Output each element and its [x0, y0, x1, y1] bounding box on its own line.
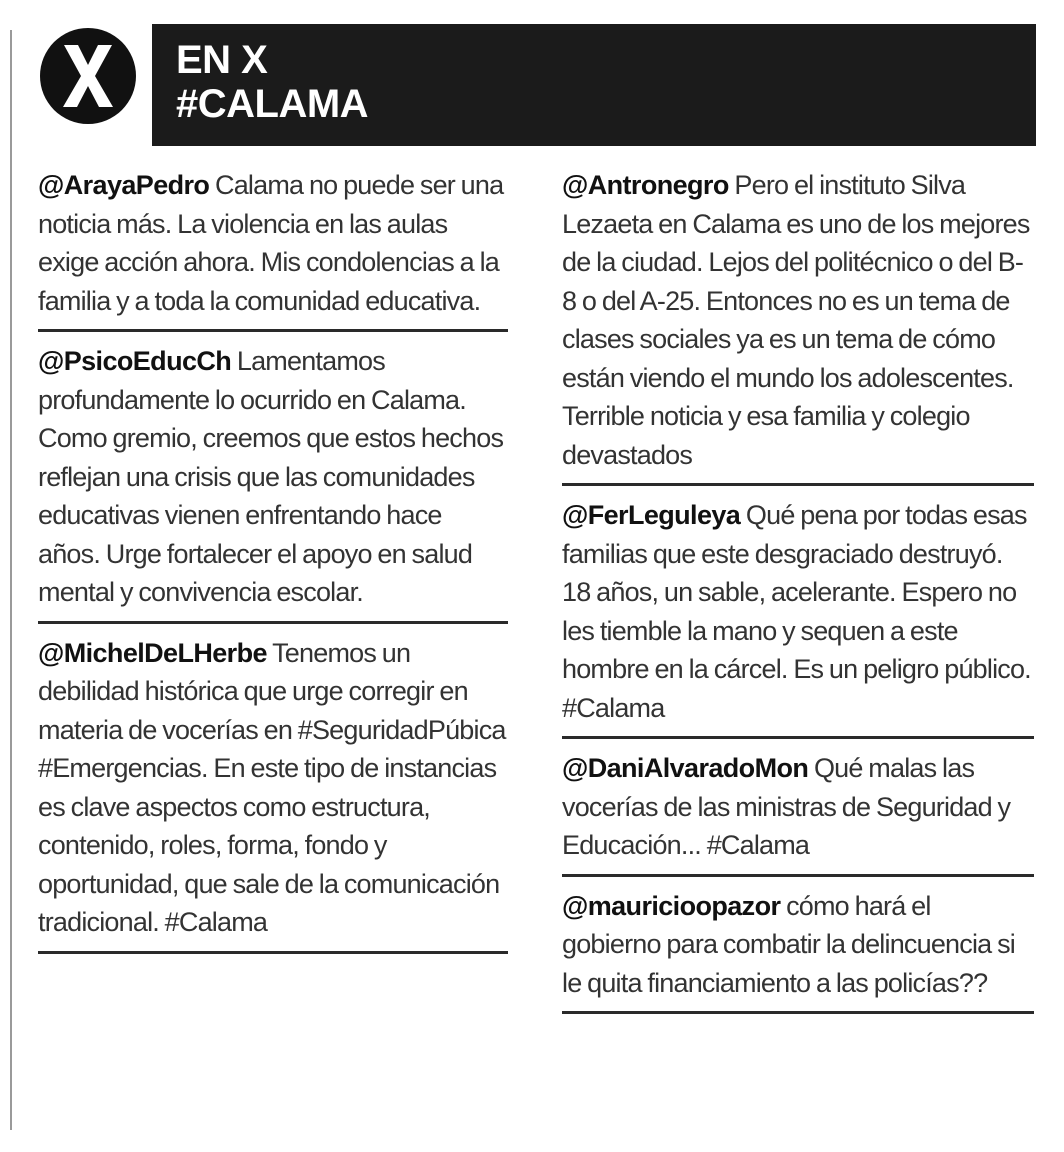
post-handle: @FerLeguleya	[562, 500, 741, 530]
header-title-line1: EN X	[176, 38, 268, 82]
margin-rule	[10, 30, 12, 1130]
post-handle: @Antronegro	[562, 170, 729, 200]
post-item	[38, 342, 508, 624]
section-header	[152, 24, 1036, 146]
post-item	[562, 496, 1034, 739]
post-text: cómo hará el gobierno para combatir la delincuencia si le quita financiamiento a las policías??	[562, 890, 1015, 998]
right-column	[562, 166, 1034, 1024]
post-item	[38, 634, 508, 954]
post-item	[562, 749, 1034, 877]
post-text: Qué malas las vocerías de las ministras de Seguridad y Educación... #Calama	[562, 753, 1011, 860]
x-logo	[40, 28, 136, 124]
left-column	[38, 166, 508, 964]
post-text: Tenemos un debilidad histórica que urge corregir en materia de vocerías en #SeguridadPúbica #Emergencias. En este tipo de instancias es clave aspectos como estructura, contenido, roles, forma, fondo y oportunidad, que sale de la comunicación tradicional. #Calama	[38, 637, 506, 937]
x-logo-icon	[58, 43, 118, 109]
post-handle: @PsicoEducCh	[38, 346, 232, 376]
post-item	[562, 166, 1034, 486]
post-item	[38, 166, 508, 332]
post-text: Qué pena por todas esas familias que este desgraciado destruyó. 18 años, un sable, acelerante. Espero no les tiemble la mano y sequen a este hombre en la cárcel. Es un peligro público. #Calama	[562, 500, 1031, 723]
post-handle: @mauricioopazor	[562, 890, 781, 921]
header-title-line2: #CALAMA	[176, 82, 369, 126]
post-handle: @DaniAlvaradoMon	[562, 753, 809, 783]
post-text: Lamentamos profundamente lo ocurrido en Calama. Como gremio, creemos que estos hechos reflejan una crisis que las comunidades educativas vienen enfrentando hace años. Urge fortalecer el apoyo en salud mental y convivencia escolar.	[38, 346, 504, 607]
post-text: Calama no puede ser una noticia más. La violencia en las aulas exige acción ahora. Mis condolencias a la familia y a toda la comunidad educativa.	[38, 170, 504, 316]
post-handle: @MichelDeLHerbe	[38, 637, 267, 668]
post-handle: @ArayaPedro	[38, 170, 210, 200]
post-text: Pero el instituto Silva Lezaeta en Calama es uno de los mejores de la ciudad. Lejos del politécnico o del B-8 o del A-25. Entonces no es un tema de clases sociales ya es un tema de cómo están viendo el mundo los adolescentes. Terrible noticia y esa familia y colegio devastados	[562, 170, 1030, 470]
post-item	[562, 887, 1034, 1015]
